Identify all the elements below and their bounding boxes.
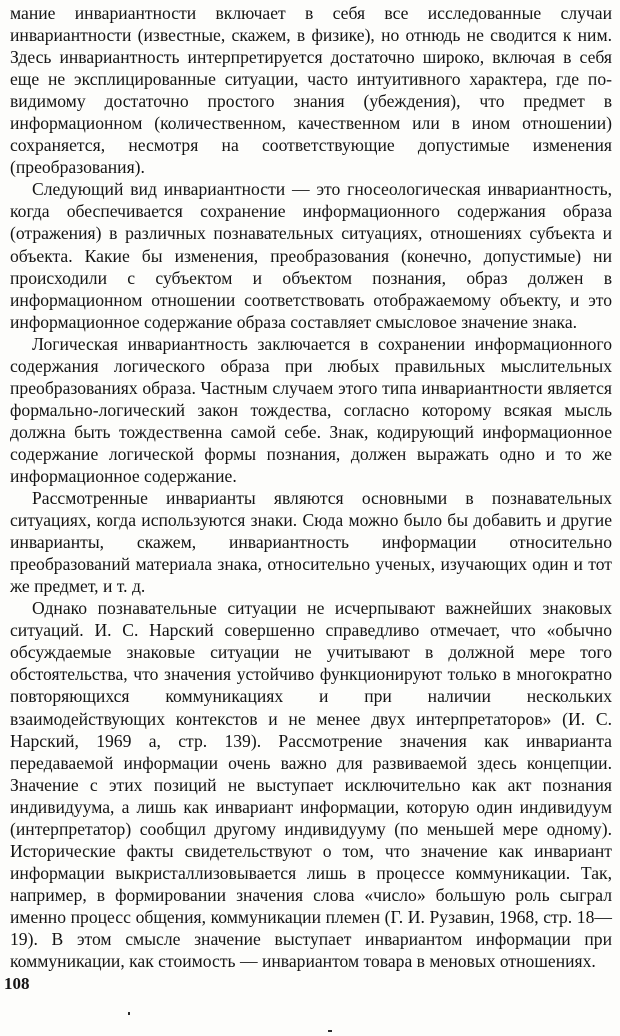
scan-speck — [328, 1030, 332, 1032]
page-number: 108 — [4, 974, 30, 993]
paragraph-1: мание инвариантности включает в себя все исследованные случаи инвариантности (известные, скажем, в физике), но отнюдь не сводится к ним. Здесь инвариантность интерпретируется достаточно широко, включая в себя еще не эксплицированные ситуации, часто интуитивного характера, где по-видимому достаточно простого знания (убеждения), что предмет в информационном (количественном, качественном или в ином отношении) сохраняется, несмотря на соответствующие допустимые изменения (преобразования). — [10, 3, 612, 178]
scan-speck — [128, 1012, 130, 1015]
paragraph-3: Логическая инвариантность заключается в сохранении информационного содержания логического образа при любых правильных мыслительных преобразованиях образа. Частным случаем этого типа инвариантности является формально-логический закон тождества, согласно которому всякая мысль должна быть тождественна самой себе. Знак, кодирующий информационное содержание логической формы познания, должен выражать одно и то же информационное содержание. — [10, 333, 612, 486]
paragraph-2: Следующий вид инвариантности — это гносеологическая инвариантность, когда обеспечивается сохранение информационного содержания образа (отражения) в различных познавательных ситуациях, отношениях субъекта и объекта. Какие бы изменения, преобразования (конечно, допустимые) ни происходили с субъектом и объектом познания, образ должен в информационном отношении соответствовать отображаемому объекту, и это информационное содержание образа составляет смысловое значение знака. — [10, 179, 612, 332]
text-body — [10, 2, 612, 972]
paragraph-4: Рассмотренные инварианты являются основными в познавательных ситуациях, когда используются знаки. Сюда можно было бы добавить и другие инварианты, скажем, инвариантность информации относительно преобразований материала знака, относительно ученых, изучающих один и тот же предмет, и т. д. — [10, 488, 612, 597]
paragraph-5: Однако познавательные ситуации не исчерпывают важнейших знаковых ситуаций. И. С. Нарский совершенно справедливо отмечает, что «обычно обсуждаемые знаковые ситуации не учитывают в должной мере того обстоятельства, что значения устойчиво функционируют только в многократно повторяющихся коммуникациях и при наличии нескольких взаимодействующих контекстов и не менее двух интерпретаторов» (И. С. Нарский, 1969 а, стр. 139). Рассмотрение значения как инварианта передаваемой информации очень важно для развиваемой здесь концепции. Значение с этих позиций не выступает исключительно как акт познания индивидуума, а лишь как инвариант информации, которую один индивидуум (интерпретатор) сообщил другому индивидууму (по меньшей мере одному). Исторические факты свидетельствуют о том, что значение как инвариант информации выкристаллизовывается лишь в процессе коммуникации. Так, например, в формировании значения слова «число» большую роль сыграл именно процесс общения, коммуникации племен (Г. И. Рузавин, 1968, стр. 18—19). В этом смысле значение выступает инвариантом информации при коммуникации, как стоимость — инвариантом товара в меновых отношениях. — [10, 598, 612, 972]
